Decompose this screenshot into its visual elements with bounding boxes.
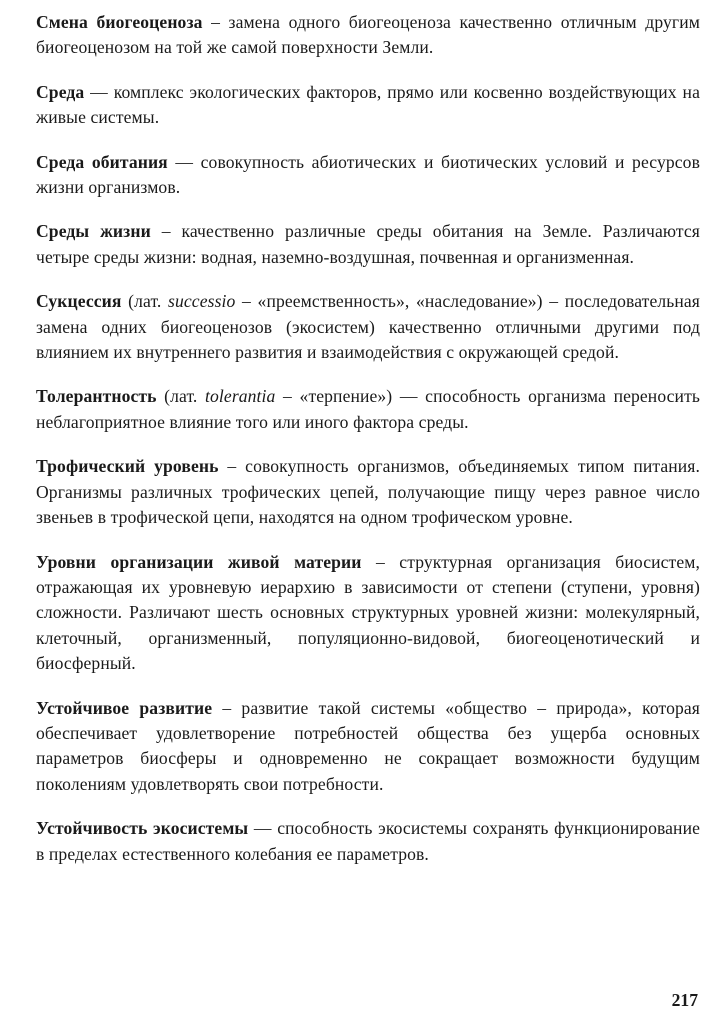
entry-term: Сукцессия [36, 291, 122, 312]
entry-prefix: (лат. [156, 386, 206, 407]
entry-term: Устойчивое развитие [36, 697, 213, 718]
glossary-entry-environment [36, 80, 700, 131]
entry-term: Трофический уровень [36, 456, 219, 477]
glossary-entry-trophic-level [36, 454, 700, 530]
entry-definition: – «терпение») — способность организма переносить неблагоприятное влияние того или иного фактора среды. [36, 386, 700, 432]
entry-term: Среды жизни [36, 221, 151, 242]
entry-latin: tolerantia [205, 386, 276, 407]
glossary-entry-life-environments [36, 219, 700, 270]
entry-definition: – качественно различные среды обитания на Земле. Различаются четыре среды жизни: водная, наземно-воздушная, почвенная и организменная. [36, 221, 700, 267]
entry-term: Смена биогеоценоза [36, 12, 203, 32]
entry-latin: successio [168, 291, 236, 312]
entry-definition: — совокупность абиотических и биотических условий и ресурсов жизни организмов. [36, 151, 700, 198]
entry-definition: – совокупность организмов, объединяемых типом питания. Организмы различных трофических цепей, получающие пищу через равное число звеньев в трофической цепи, находятся на одном трофическом уровне. [36, 456, 700, 528]
entry-term: Устойчивость экосистемы [36, 818, 249, 839]
page-number: 217 [671, 990, 698, 1010]
entry-definition: – «преемственность», «наследование») – последовательная замена одних биогеоценозов (экосистем) качественно отличными другими под влиянием их внутреннего развития и взаимодействия с окружающей средой. [36, 291, 700, 363]
glossary-entry-sustainable-development [36, 696, 700, 798]
entry-definition: – структурная организация биосистем, отражающая их уровневую иерархию в зависимости от степени (ступени, уровня) сложности. Различают шесть основных структурных уровней жизни: молекулярный, клеточный, организменный, популяционно-видовой, биогеоценотический и биосферный. [36, 551, 700, 674]
entry-definition: – развитие такой системы «общество – природа», которая обеспечивает удовлетворение потребностей общества без ущерба основных параметров биосферы и одновременно не сокращает возможности будущим поколениям удовлетворять свои потребности. [36, 697, 701, 794]
entry-definition: — способность экосистемы сохранять функционирование в пределах естественного колебания ее параметров. [36, 818, 700, 864]
glossary-entry-habitat [36, 150, 700, 201]
entry-term: Толерантность [36, 386, 157, 407]
glossary-entry-biogeocenosis-change [36, 10, 700, 61]
glossary-page [36, 10, 700, 886]
entry-definition: – замена одного биогеоценоза качественно отличным другим биогеоценозом на той же самой поверхности Земли. [36, 12, 700, 58]
glossary-entry-succession [36, 289, 700, 365]
entry-prefix: (лат. [121, 291, 169, 312]
entry-term: Среда [36, 81, 85, 102]
entry-term: Уровни организации живой материи [36, 551, 362, 572]
entry-term: Среда обитания [36, 151, 168, 172]
glossary-entry-organization-levels [36, 550, 700, 677]
glossary-entry-tolerance [36, 384, 700, 435]
entry-definition: — комплекс экологических факторов, прямо или косвенно воздействующих на живые системы. [36, 81, 700, 128]
glossary-entry-ecosystem-stability [36, 816, 700, 867]
